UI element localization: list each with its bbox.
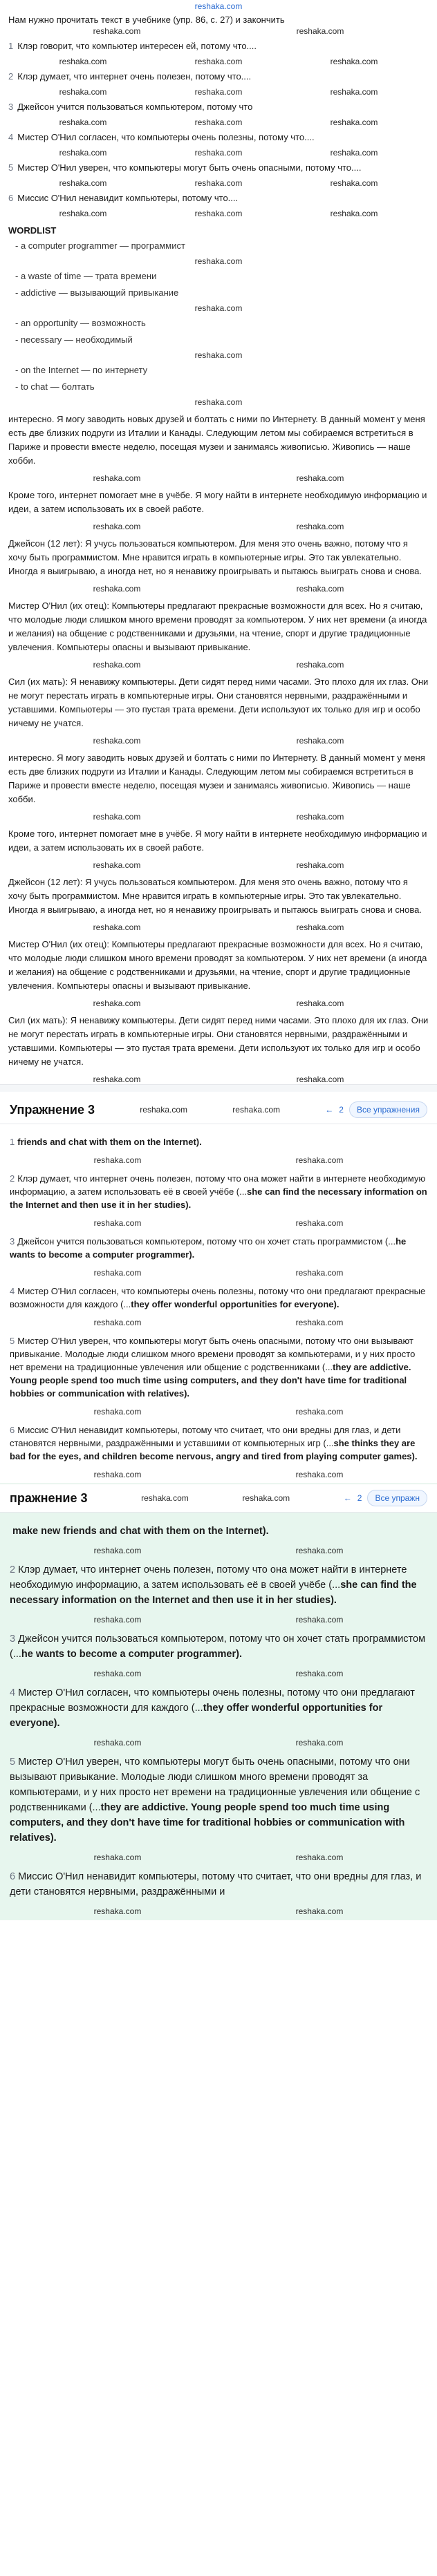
wordlist-item: - a waste of time — трата времени [15,270,429,283]
watermark: reshaka.com [296,584,344,594]
watermark-row [8,736,429,746]
answer-english: she can find the necessary information on the Internet and then use it in her studies). [10,1186,427,1210]
watermark-row [10,1546,427,1555]
watermark: reshaka.com [295,1155,344,1165]
exercise-number: 3 [8,102,14,112]
watermark: reshaka.com [93,1546,142,1555]
watermark: reshaka.com [59,117,107,127]
watermark: reshaka.com [194,178,243,188]
wordlist-item: - to chat — болтать [15,381,429,393]
watermark-row [10,1906,427,1916]
watermark: reshaka.com [296,998,344,1008]
answer-item [10,1754,427,1846]
watermark: reshaka.com [194,209,243,218]
answer-english: make new friends and chat with them on the Internet). [12,1526,269,1537]
answer-number: 2 [10,1173,15,1184]
pagination-2 [344,1490,427,1506]
watermark-row [8,303,429,313]
watermark-row [8,87,429,97]
watermark: reshaka.com [93,473,141,483]
watermark-row [8,1074,429,1084]
exercise-header-2 [0,1484,437,1513]
watermark: reshaka.com [140,1105,187,1115]
watermark: reshaka.com [232,1105,280,1115]
answers-card [0,1124,437,1484]
task-section [0,14,437,1084]
watermark: reshaka.com [59,87,107,97]
prev-arrow-icon[interactable]: ← [343,1493,352,1503]
answer-item [10,1135,427,1148]
exercise-title-2: пражнение 3 [10,1490,88,1505]
answer-english: they offer wonderful opportunities for everyone). [10,1703,383,1729]
answer-item [10,1562,427,1608]
watermark: reshaka.com [296,26,344,36]
answer-english: they are addictive. Young people spend too much time using computers, and they don't have time for traditional hobbies or communication with relatives). [10,1802,405,1844]
prev-arrow-icon[interactable]: ← [325,1105,334,1115]
watermark-row [10,1738,427,1748]
answer-text: Миссис О'Нил ненавидит компьютеры, потому что считает, что они вредны для глаз, и дети становятся нервными, раздражёнными и [10,1871,422,1897]
watermark: reshaka.com [93,736,141,746]
watermark-row [8,922,429,932]
text-paragraph: Мистер О'Нил (их отец): Компьютеры предлагают прекрасные возможности для всех. Но я считаю, что молодые люди слишком много времени проводят за компьютером. У них нет времени (а иногда и желания) на общение с родственниками и друзьями, на чтение, спорт и другие традиционные увлечения. Компьютеры опасны и вызывают привыкание. [8,939,427,991]
watermark-row [8,860,429,870]
exercise-item [8,70,429,83]
watermark: reshaka.com [93,26,141,36]
source-text-1 [8,413,429,746]
watermark: reshaka.com [59,209,107,218]
wordlist-item: - necessary — необходимый [15,334,429,346]
watermark: reshaka.com [194,87,243,97]
watermark-row [8,473,429,483]
watermark-row [10,1407,427,1417]
answer-number: 3 [10,1236,15,1247]
watermark: reshaka.com [93,584,141,594]
exercise-text: Клэр думает, что интернет очень полезен, потому что.... [17,71,252,82]
answer-item [10,1334,427,1400]
watermark: reshaka.com [93,812,141,822]
answer-item [10,1285,427,1311]
watermark: reshaka.com [93,1268,142,1278]
wordlist-item: - a computer programmer — программист [15,240,429,252]
watermark-row [8,26,429,36]
watermark-row [8,57,429,66]
answer-text: Миссис О'Нил ненавидит компьютеры, потому что считает, что они вредны для глаз, и дети становятся нервными, раздражёнными и уставшими от компьютерных игр (... [10,1425,401,1448]
exercise-text: Джейсон учится пользоваться компьютером, потому что [17,102,253,112]
answer-number: 3 [10,1633,16,1645]
answer-text: Клэр думает, что интернет очень полезен, потому что она может найти в интернете необходимую информацию, а затем использовать её в своей учёбе (... [10,1564,407,1591]
watermark: reshaka.com [295,1268,344,1278]
source-text-2 [8,751,429,1084]
answer-number: 6 [10,1425,15,1435]
exercise-item [8,40,429,53]
watermark-row [8,522,429,531]
watermark: reshaka.com [93,860,141,870]
watermark-row [8,584,429,594]
exercise-list [8,40,429,218]
watermark: reshaka.com [194,117,243,127]
answer-item [10,1172,427,1211]
watermark: reshaka.com [295,1738,344,1748]
answer-text: Мистер О'Нил согласен, что компьютеры очень полезны, потому что они предлагают прекрасные возможности для каждого (... [10,1286,426,1309]
wordlist-item: - on the Internet — по интернету [15,364,429,377]
watermark-row [8,397,429,407]
answer-item [10,1235,427,1261]
watermark: reshaka.com [295,1906,344,1916]
watermark: reshaka.com [296,812,344,822]
watermark: reshaka.com [93,1906,142,1916]
exercise-header [0,1096,437,1124]
answer-number: 5 [10,1756,16,1768]
wordlist [8,240,429,407]
all-exercises-button[interactable]: Все упражн [367,1490,427,1506]
watermark: reshaka.com [296,660,344,670]
answer-text: Мистер О'Нил согласен, что компьютеры очень полезны, потому что они предлагают прекрасные возможности для каждого (... [10,1687,415,1714]
exercise-text: Миссис О'Нил ненавидит компьютеры, потому что.... [17,193,239,203]
text-paragraph: Сил (их мать): Я ненавижу компьютеры. Дети сидят перед ними часами. Это плохо для их глаз. Они не могут перестать играть в компьютерные игры. Они становятся нервными, раздражёнными и уставшими. Компьютеры — это пустая трата времени. Дети используют их только для игр и особо ничему не учатся. [8,1015,429,1067]
watermark-row [8,148,429,158]
answer-number: 1 [10,1137,15,1147]
watermark: reshaka.com [194,350,243,360]
answer-item [10,1524,427,1539]
watermark: reshaka.com [93,1407,142,1417]
top-link[interactable]: reshaka.com [194,1,243,11]
watermark: reshaka.com [242,1493,290,1503]
watermark-row [10,1218,427,1228]
text-paragraph: Сил (их мать): Я ненавижу компьютеры. Дети сидят перед ними часами. Это плохо для их глаз. Они не могут перестать играть в компьютерные игры. Они становятся нервными, раздражёнными и уставшими. Компьютеры — это пустая трата времени. Дети используют их только для игр и особо ничему не учатся. [8,676,429,728]
watermark: reshaka.com [59,57,107,66]
watermark: reshaka.com [296,860,344,870]
exercise-number: 1 [8,41,14,51]
watermark: reshaka.com [93,1615,142,1625]
watermark: reshaka.com [93,1738,142,1748]
watermark: reshaka.com [194,397,243,407]
answer-english: they are addictive. Young people spend too much time using computers, and they don't have time for traditional hobbies or communication with relatives). [10,1362,411,1399]
watermark: reshaka.com [296,736,344,746]
text-paragraph: Джейсон (12 лет): Я учусь пользоваться компьютером. Для меня это очень важно, потому что я хочу быть программистом. Мне нравится играть в компьютерные игры. Это так увлекательно. Иногда я выигрываю, а иногда нет, но я ненавижу проигрывать и пытаюсь выиграть снова и снова. [8,538,422,576]
watermark-row [10,1318,427,1327]
watermark: reshaka.com [93,660,141,670]
answer-item [10,1631,427,1662]
watermark: reshaka.com [295,1853,344,1862]
watermark: reshaka.com [295,1318,344,1327]
answer-number: 4 [10,1286,15,1296]
watermark-row [8,660,429,670]
watermark-row [8,998,429,1008]
watermark: reshaka.com [296,473,344,483]
watermark-row [10,1155,427,1165]
watermark: reshaka.com [93,1155,142,1165]
answer-english: he wants to become a computer programmer). [10,1236,407,1260]
watermark: reshaka.com [194,256,243,266]
watermark-row [8,812,429,822]
answer-english: she can find the necessary information on the Internet and then use it in her studies). [10,1580,417,1606]
exercise-item [8,101,429,113]
answer-item [10,1423,427,1463]
answers-card-2 [0,1513,437,1920]
watermark: reshaka.com [93,1074,141,1084]
exercise-number: 5 [8,162,14,173]
exercise-text: Мистер О'Нил согласен, что компьютеры очень полезны, потому что.... [17,132,315,142]
exercise-title: Упражнение 3 [10,1102,95,1117]
watermark: reshaka.com [93,1470,142,1479]
watermark-row [8,117,429,127]
pagination [325,1101,427,1118]
answer-text: Клэр думает, что интернет очень полезен, потому что она может найти в интернете необходимую информацию, а затем использовать её в своей учёбе (... [10,1173,426,1197]
watermark: reshaka.com [330,209,378,218]
watermark: reshaka.com [93,922,141,932]
wordlist-item: - an opportunity — возможность [15,317,429,330]
exercise-text: Мистер О'Нил уверен, что компьютеры могут быть очень опасными, потому что.... [17,162,362,173]
exercise-number: 4 [8,132,14,142]
watermark: reshaka.com [194,57,243,66]
answer-item [10,1685,427,1731]
watermark-row [10,1853,427,1862]
page-number: 2 [357,1493,362,1503]
text-paragraph: интересно. Я могу заводить новых друзей и болтать с ними по Интернету. В данный момент у меня есть две близких подруги из Италии и Канады. Следующим летом мы собираемся встретиться в Париже и провести вместе неделю, посещая музеи и занимаясь живописью. Живопись — наше хобби. [8,752,425,804]
watermark: reshaka.com [296,922,344,932]
watermark: reshaka.com [93,522,141,531]
exercise-number: 6 [8,193,14,203]
watermark-row [8,350,429,360]
watermark: reshaka.com [93,1669,142,1678]
watermark: reshaka.com [330,178,378,188]
answer-number: 2 [10,1564,16,1575]
watermark-row [10,1470,427,1479]
watermark: reshaka.com [93,998,141,1008]
watermark-row [10,1669,427,1678]
watermark: reshaka.com [59,148,107,158]
answer-english: he wants to become a computer programmer). [21,1649,242,1660]
watermark-row [8,256,429,266]
watermark: reshaka.com [295,1218,344,1228]
text-paragraph: Джейсон (12 лет): Я учусь пользоваться компьютером. Для меня это очень важно, потому что я хочу быть программистом. Мне нравится играть в компьютерные игры. Это так увлекательно. Иногда я выигрываю, а иногда нет, но я ненавижу проигрывать и пытаюсь выиграть снова и снова. [8,877,422,915]
watermark: reshaka.com [330,117,378,127]
watermark: reshaka.com [330,57,378,66]
text-paragraph: Кроме того, интернет помогает мне в учёбе. Я могу найти в интернете необходимую информацию и идеи, а затем использовать их в своей работе. [8,490,427,514]
text-paragraph: Кроме того, интернет помогает мне в учёбе. Я могу найти в интернете необходимую информацию и идеи, а затем использовать их в своей работе. [8,828,427,853]
answer-number: 5 [10,1336,15,1346]
watermark: reshaka.com [194,148,243,158]
watermark: reshaka.com [93,1218,142,1228]
watermark: reshaka.com [330,87,378,97]
answer-english: she thinks they are bad for the eyes, and children become nervous, angry and tired from playing computer games). [10,1438,418,1461]
answer-number: 4 [10,1687,16,1698]
divider [0,1084,437,1092]
answer-text: Джейсон учится пользоваться компьютером, потому что он хочет стать программистом (... [10,1633,426,1660]
answer-item [10,1869,427,1900]
watermark: reshaka.com [295,1669,344,1678]
watermark: reshaka.com [93,1853,142,1862]
watermark: reshaka.com [296,522,344,531]
watermark-row [8,178,429,188]
answer-english: they offer wonderful opportunities for everyone). [131,1299,340,1309]
watermark-row [8,209,429,218]
watermark: reshaka.com [141,1493,189,1503]
answer-number: 6 [10,1871,16,1882]
text-paragraph: Мистер О'Нил (их отец): Компьютеры предлагают прекрасные возможности для всех. Но я считаю, что молодые люди слишком много времени проводят за компьютером. У них нет времени (а иногда и желания) на общение с родственниками и друзьями, на чтение, спорт и другие традиционные увлечения. Компьютеры опасны и вызывают привыкание. [8,600,427,652]
watermark: reshaka.com [295,1615,344,1625]
watermark-row [10,1268,427,1278]
page-number: 2 [339,1105,344,1115]
watermark: reshaka.com [295,1546,344,1555]
wordlist-item: - addictive — вызывающий привыкание [15,287,429,299]
watermark: reshaka.com [295,1407,344,1417]
exercise-item [8,162,429,174]
watermark-row [10,1615,427,1625]
exercise-number: 2 [8,71,14,82]
watermark: reshaka.com [330,148,378,158]
task-intro: Нам нужно прочитать текст в учебнике (упр. 86, с. 27) и закончить [8,15,285,25]
watermark: reshaka.com [93,1318,142,1327]
exercise-block-2 [0,1484,437,1920]
text-paragraph: интересно. Я могу заводить новых друзей и болтать с ними по Интернету. В данный момент у меня есть две близких подруги из Италии и Канады. Следующим летом мы собираемся встретиться в Париже и провести вместе неделю, посещая музеи и занимаясь живописью. Живопись — наше хобби. [8,414,425,466]
wordlist-title: WORDLIST [8,225,57,236]
watermark: reshaka.com [296,1074,344,1084]
watermark: reshaka.com [295,1470,344,1479]
exercise-text: Клэр говорит, что компьютер интересен ей, потому что.... [17,41,257,51]
exercise-item [8,131,429,144]
watermark: reshaka.com [194,303,243,313]
exercise-item [8,192,429,205]
answer-text: Мистер О'Нил уверен, что компьютеры могут быть очень опасными, потому что они вызывают привыкание. Молодые люди слишком много времени проводят за компьютерами, и у них просто нет времени на традиционные увлечения или общение с родственниками (... [10,1336,416,1372]
watermark: reshaka.com [59,178,107,188]
all-exercises-button[interactable]: Все упражнения [349,1101,427,1118]
answer-text: Джейсон учится пользоваться компьютером, потому что он хочет стать программистом (... [17,1236,396,1247]
answer-english: friends and chat with them on the Internet). [17,1137,202,1147]
answer-text: Мистер О'Нил уверен, что компьютеры могут быть очень опасными, потому что они вызывают привыкание. Молодые люди слишком много времени проводят за компьютерами, и у них просто нет времени на традиционные увлечения или общение с родственниками (... [10,1756,420,1813]
